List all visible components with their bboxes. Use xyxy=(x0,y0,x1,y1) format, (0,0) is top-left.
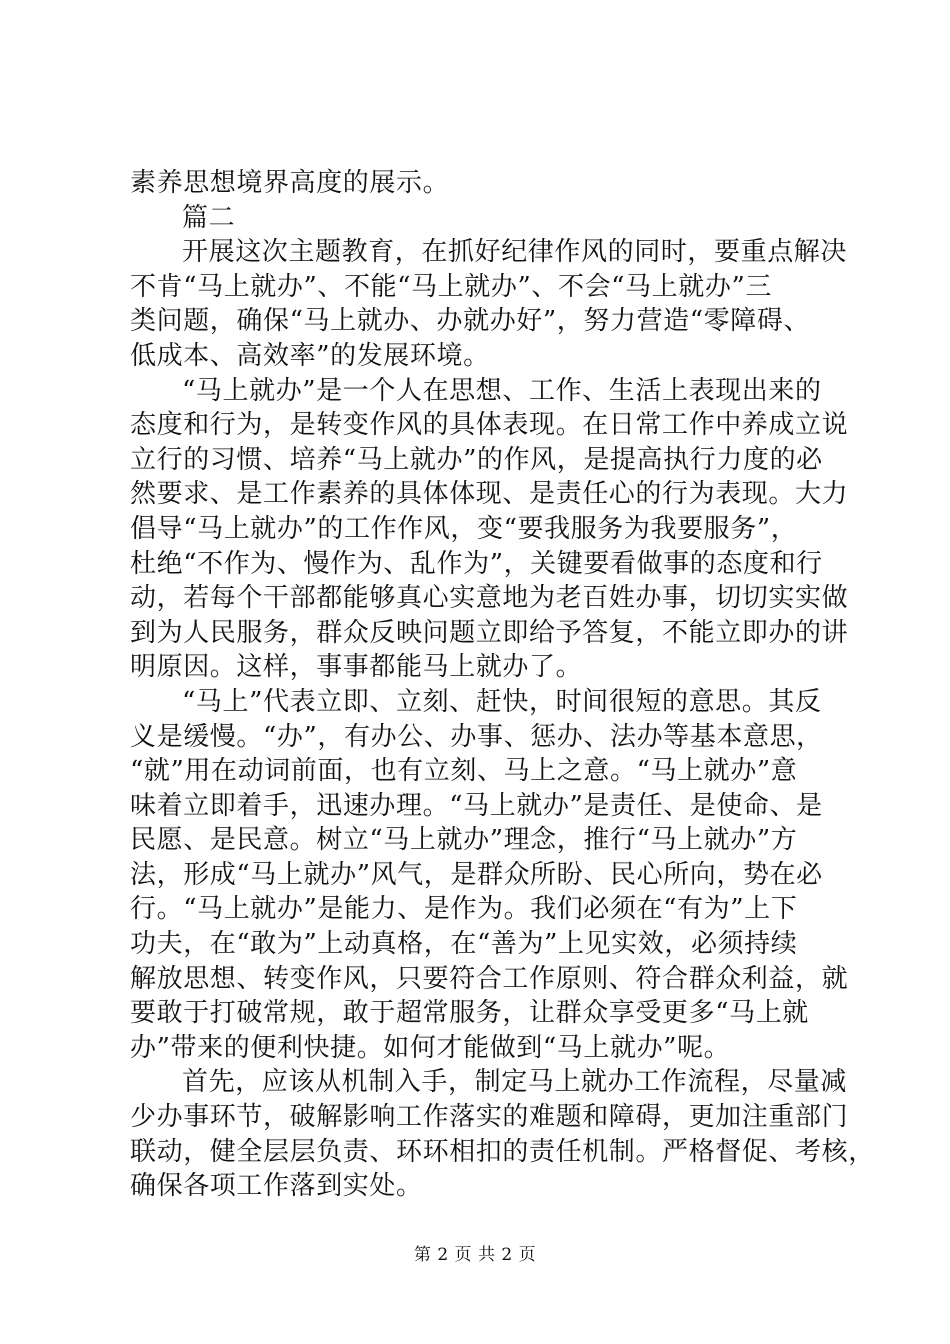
text-line: 态度和行为，是转变作风的具体表现。在日常工作中养成立说 xyxy=(130,410,849,441)
text-line: 味着立即着手，迅速办理。“马上就办”是责任、是使命、是 xyxy=(130,790,823,821)
text-line: 办”带来的便利快捷。如何才能做到“马上就办”呢。 xyxy=(130,1032,731,1063)
text-line: 低成本、高效率”的发展环境。 xyxy=(130,340,490,371)
section-heading: 篇二 xyxy=(182,202,236,233)
text-line: 杜绝“不作为、慢作为、乱作为”，关键要看做事的态度和行 xyxy=(130,548,823,579)
text-line: 功夫，在“敢为”上动真格，在“善为”上见实效，必须持续 xyxy=(130,929,798,960)
text-line: 类问题，确保“马上就办、办就办好”，努力营造“零障碍、 xyxy=(130,306,811,337)
text-line: 少办事环节，破解影响工作落实的难题和障碍，更加注重部门 xyxy=(130,1102,849,1133)
text-line: “马上”代表立即、立刻、赶快，时间很短的意思。其反 xyxy=(182,686,822,717)
document-body xyxy=(130,166,875,1204)
text-line: 首先，应该从机制入手，制定马上就办工作流程，尽量减 xyxy=(182,1067,848,1098)
text-line: 明原因。这样，事事都能马上就办了。 xyxy=(130,652,583,683)
text-line: 联动，健全层层负责、环环相扣的责任机制。严格督促、考核， xyxy=(130,1136,875,1167)
text-line: 义是缓慢。“办”，有办公、办事、惩办、法办等基本意思， xyxy=(130,721,823,752)
text-line: 民愿、是民意。树立“马上就办”理念，推行“马上就办”方 xyxy=(130,825,798,856)
text-line: 动，若每个干部都能够真心实意地为老百姓办事，切切实实做 xyxy=(130,583,849,614)
text-line: “就”用在动词前面，也有立刻、马上之意。“马上就办”意 xyxy=(130,756,798,787)
text-line: 然要求、是工作素养的具体体现、是责任心的行为表现。大力 xyxy=(130,479,849,510)
text-line: 确保各项工作落到实处。 xyxy=(130,1171,423,1202)
text-line: “马上就办”是一个人在思想、工作、生活上表现出来的 xyxy=(182,375,822,406)
text-line: 要敢于打破常规，敢于超常服务，让群众享受更多“马上就 xyxy=(130,998,809,1029)
text-line: 行。“马上就办”是能力、是作为。我们必须在“有为”上下 xyxy=(130,894,798,925)
page-footer: 第 2 页 共 2 页 xyxy=(413,1245,537,1265)
text-line: 到为人民服务，群众反映问题立即给予答复，不能立即办的讲 xyxy=(130,617,849,648)
text-line: 素养思想境界高度的展示。 xyxy=(130,168,450,198)
text-line: 不肯“马上就办”、不能“马上就办”、不会“马上就办”三 xyxy=(130,271,772,302)
text-line: 开展这次主题教育，在抓好纪律作风的同时，要重点解决 xyxy=(182,237,848,268)
text-line: 立行的习惯、培养“马上就办”的作风，是提高执行力度的必 xyxy=(130,444,823,475)
text-line: 解放思想、转变作风，只要符合工作原则、符合群众利益，就 xyxy=(130,963,849,994)
text-line: 倡导“马上就办”的工作作风，变“要我服务为我要服务”， xyxy=(130,513,798,544)
text-line: 法，形成“马上就办”风气，是群众所盼、民心所向，势在必 xyxy=(130,859,823,890)
